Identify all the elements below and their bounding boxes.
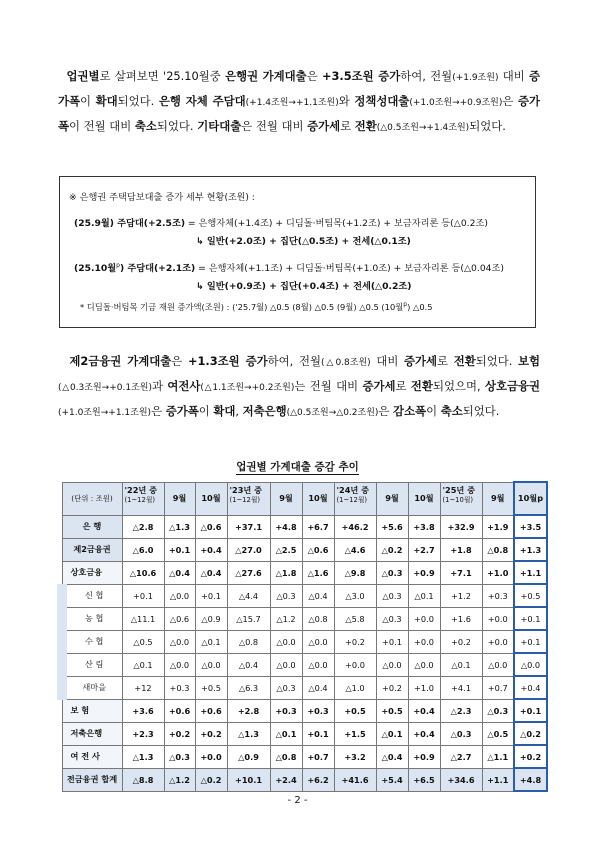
- table-cell: +10.1: [227, 768, 270, 791]
- table-cell: +0.0: [482, 607, 514, 630]
- table-cell: +7.1: [440, 561, 482, 584]
- table-cell: △0.3: [376, 607, 408, 630]
- table-cell: +34.6: [440, 768, 482, 791]
- table-cell: +1.1: [514, 561, 547, 584]
- table-cell: +2.8: [227, 699, 270, 722]
- header-m9b: 9월: [270, 482, 302, 515]
- table-cell: +0.0: [334, 653, 376, 676]
- table-row: [62, 768, 547, 791]
- table-cell: +0.7: [482, 676, 514, 699]
- table-cell: +0.0: [195, 745, 227, 768]
- table-cell: +2.4: [270, 768, 302, 791]
- table-cell: +3.6: [122, 699, 164, 722]
- table-cell: △0.0: [514, 653, 547, 676]
- table-cell: △2.3: [440, 699, 482, 722]
- table-cell: +4.8: [270, 515, 302, 538]
- table-cell: +0.9: [408, 745, 440, 768]
- table-cell: △0.0: [270, 630, 302, 653]
- table-cell: △0.5: [482, 722, 514, 745]
- table-cell: △6.3: [227, 676, 270, 699]
- table-cell: △1.2: [270, 607, 302, 630]
- row-label: 보 험: [62, 699, 122, 722]
- table-cell: +1.1: [482, 768, 514, 791]
- table-cell: +32.9: [440, 515, 482, 538]
- table-cell: +0.6: [195, 699, 227, 722]
- table-row: [62, 653, 547, 676]
- table-cell: △10.6: [122, 561, 164, 584]
- table-cell: +6.5: [408, 768, 440, 791]
- table-cell: △0.8: [302, 607, 334, 630]
- table-header-row: [62, 482, 547, 515]
- table-cell: +0.9: [408, 561, 440, 584]
- header-y22: '22년 중 (1~12월): [122, 482, 164, 515]
- table-cell: +12: [122, 676, 164, 699]
- paragraph-secondary-sector: 제2금융권 가계대출은 +1.3조원 증가하여, 전월(△0.8조원) 대비 증가세로 전환되었다. 보험(△0.3조원→+0.1조원)과 여전사(△1.1조원→+0.2조원)는 전월 대비 증가세로 전환되었으며, 상호금융권(+1.0조원→+1.1조원)은 증가폭이 확대, 저축은행(△0.5조원→△0.2조원)은 감소폭이 축소되었다.: [58, 354, 541, 418]
- table-row: [62, 584, 547, 607]
- table-row: [62, 722, 547, 745]
- table-row: [62, 538, 547, 561]
- table-cell: +0.2: [514, 745, 547, 768]
- box-sep-subrow: ↳ 일반(+2.0조) + 집단(△0.5조) + 전세(△0.1조): [196, 236, 411, 247]
- table-cell: △1.3: [122, 745, 164, 768]
- row-label: 새마을: [62, 676, 122, 699]
- row-label: 상호금융: [62, 561, 122, 584]
- paragraph-banking-sector: 업권별로 살펴보면 '25.10월중 은행권 가계대출은 +3.5조원 증가하여, 전월(+1.9조원) 대비 증가폭이 확대되었다. 은행 자체 주담대(+1.4조원→+1.1조원)와 정책성대출(+1.0조원→+0.9조원)은 증가폭이 전월 대비 축소되었다. 기타대출은 전월 대비 증가세로 전환(△0.5조원→+1.4조원)되었다.: [58, 69, 540, 133]
- row-label: 저축은행: [62, 722, 122, 745]
- table-cell: △0.8: [270, 745, 302, 768]
- table-cell: +0.1: [514, 607, 547, 630]
- header-m9a: 9월: [164, 482, 195, 515]
- header-m10d: 10월p: [514, 482, 547, 515]
- table-cell: +5.4: [376, 768, 408, 791]
- table-cell: +2.3: [122, 722, 164, 745]
- table-cell: +0.5: [334, 699, 376, 722]
- table-row: [62, 676, 547, 699]
- box-oct-subrow: ↳ 일반(+0.9조) + 집단(+0.4조) + 전세(△0.2조): [196, 281, 412, 292]
- table-cell: +3.2: [334, 745, 376, 768]
- table-cell: +6.7: [302, 515, 334, 538]
- table-cell: △0.0: [164, 584, 195, 607]
- table-cell: △2.5: [270, 538, 302, 561]
- table-cell: △1.1: [482, 745, 514, 768]
- table-cell: +0.1: [514, 630, 547, 653]
- table-cell: △1.3: [164, 515, 195, 538]
- table-cell: +1.9: [482, 515, 514, 538]
- table-cell: △0.4: [376, 745, 408, 768]
- table-cell: △1.8: [270, 561, 302, 584]
- table-cell: +0.3: [482, 584, 514, 607]
- table-cell: △0.4: [164, 561, 195, 584]
- table-cell: △0.5: [122, 630, 164, 653]
- table-cell: +4.1: [440, 676, 482, 699]
- table-cell: +0.0: [482, 630, 514, 653]
- table-cell: △4.4: [227, 584, 270, 607]
- box-footnote: * 디딤돌·버팀목 기금 재원 증가액(조원) : ('25.7월) △0.5 (8월) △0.5 (9월) △0.5 (10월$^p$) △0.5: [80, 301, 433, 312]
- table-cell: +0.7: [302, 745, 334, 768]
- table-cell: △0.0: [164, 653, 195, 676]
- table-cell: +1.2: [440, 584, 482, 607]
- table-cell: △6.0: [122, 538, 164, 561]
- table-row: [62, 699, 547, 722]
- table-cell: +0.2: [195, 722, 227, 745]
- table-cell: △2.7: [440, 745, 482, 768]
- table-cell: +0.4: [195, 538, 227, 561]
- table-cell: △0.6: [195, 515, 227, 538]
- table-cell: +6.2: [302, 768, 334, 791]
- table-cell: △0.1: [440, 653, 482, 676]
- table-cell: +4.8: [514, 768, 547, 791]
- header-y23: '23년 중 (1~12월): [227, 482, 270, 515]
- table-row: [62, 515, 547, 538]
- table-cell: △0.9: [195, 607, 227, 630]
- table-cell: △0.0: [302, 630, 334, 653]
- table-cell: +0.3: [302, 699, 334, 722]
- table-cell: △0.4: [302, 676, 334, 699]
- table-cell: △0.3: [270, 584, 302, 607]
- row-label: 수 협: [62, 630, 122, 653]
- table-cell: +0.5: [376, 699, 408, 722]
- table-cell: +0.1: [164, 538, 195, 561]
- table-cell: +0.4: [408, 699, 440, 722]
- table-cell: +41.6: [334, 768, 376, 791]
- unit-label: (단위 : 조원): [62, 482, 122, 515]
- table-cell: △3.0: [334, 584, 376, 607]
- table-cell: △2.8: [122, 515, 164, 538]
- table-cell: +1.0: [408, 676, 440, 699]
- table-cell: +1.6: [440, 607, 482, 630]
- table-cell: +37.1: [227, 515, 270, 538]
- table-cell: △0.3: [270, 676, 302, 699]
- table-cell: +0.0: [408, 607, 440, 630]
- table-cell: +0.1: [122, 584, 164, 607]
- row-label: 신 협: [62, 584, 122, 607]
- table-row: [62, 745, 547, 768]
- table-cell: △0.0: [376, 653, 408, 676]
- table-cell: △0.8: [482, 538, 514, 561]
- header-m10c: 10월: [408, 482, 440, 515]
- table-row: [62, 607, 547, 630]
- header-m9c: 9월: [376, 482, 408, 515]
- row-label: 은 행: [62, 515, 122, 538]
- table-cell: △0.1: [270, 722, 302, 745]
- household-loan-table: [57, 481, 548, 792]
- table-cell: △0.6: [302, 538, 334, 561]
- table-cell: △0.3: [482, 699, 514, 722]
- box-sep-row: (25.9월) 주담대(+2.5조) = 은행자체(+1.4조) + 디딤돌·버팀목(+1.2조) + 보금자리론 등(△0.2조): [74, 218, 488, 229]
- mortgage-detail-box: [59, 176, 536, 328]
- page-number: - 2 -: [287, 795, 308, 806]
- table-cell: △0.4: [302, 584, 334, 607]
- table-row: [62, 561, 547, 584]
- table-cell: +0.1: [514, 699, 547, 722]
- table-cell: △0.0: [270, 653, 302, 676]
- table-cell: +0.4: [408, 722, 440, 745]
- table-cell: △0.2: [514, 722, 547, 745]
- table-cell: △5.8: [334, 607, 376, 630]
- table-cell: △27.0: [227, 538, 270, 561]
- table-cell: △0.3: [376, 561, 408, 584]
- table-cell: △0.6: [164, 607, 195, 630]
- table-cell: +5.6: [376, 515, 408, 538]
- box-oct-row: (25.10월$^p$) 주담대(+2.1조) = 은행자체(+1.1조) + 디딤돌·버팀목(+1.0조) + 보금자리론 등(△0.04조): [74, 261, 504, 274]
- table-cell: +2.7: [408, 538, 440, 561]
- table-cell: +0.2: [376, 676, 408, 699]
- table-cell: +0.5: [514, 584, 547, 607]
- table-cell: △0.0: [195, 653, 227, 676]
- table-cell: +1.3: [514, 538, 547, 561]
- table-cell: +0.1: [376, 630, 408, 653]
- table-cell: △0.0: [302, 653, 334, 676]
- table-cell: △0.3: [376, 584, 408, 607]
- table-cell: △9.8: [334, 561, 376, 584]
- row-label: 제2금융권: [62, 538, 122, 561]
- table-cell: △0.1: [122, 653, 164, 676]
- table-cell: +0.6: [164, 699, 195, 722]
- row-label: 산 림: [62, 653, 122, 676]
- table-cell: +1.5: [334, 722, 376, 745]
- table-cell: △11.1: [122, 607, 164, 630]
- table-cell: +0.2: [334, 630, 376, 653]
- table-cell: +0.5: [195, 676, 227, 699]
- table-cell: △27.6: [227, 561, 270, 584]
- table-cell: △0.0: [482, 653, 514, 676]
- table-cell: +0.2: [164, 722, 195, 745]
- table-cell: +0.1: [302, 722, 334, 745]
- table-cell: +3.5: [514, 515, 547, 538]
- table-cell: +0.3: [270, 699, 302, 722]
- table-cell: △0.8: [227, 630, 270, 653]
- table-cell: △0.1: [195, 630, 227, 653]
- table-cell: △8.8: [122, 768, 164, 791]
- table-cell: +3.8: [408, 515, 440, 538]
- header-y24: '24년 중 (1~12월): [334, 482, 376, 515]
- table-cell: +0.1: [195, 584, 227, 607]
- table-cell: △1.0: [334, 676, 376, 699]
- table-cell: +0.3: [164, 676, 195, 699]
- table-cell: △0.0: [164, 630, 195, 653]
- table-cell: △0.9: [227, 745, 270, 768]
- header-y25: '25년 중 (1~10월): [440, 482, 482, 515]
- table-cell: +0.2: [440, 630, 482, 653]
- table-cell: △0.4: [227, 653, 270, 676]
- row-label: 여 전 사: [62, 745, 122, 768]
- header-m10a: 10월: [195, 482, 227, 515]
- table-cell: △4.6: [334, 538, 376, 561]
- table-cell: +46.2: [334, 515, 376, 538]
- box-title: ※ 은행권 주택담보대출 증가 세부 현황(조원) :: [69, 192, 255, 203]
- table-cell: +1.8: [440, 538, 482, 561]
- table-cell: △0.2: [195, 768, 227, 791]
- header-m10b: 10월: [302, 482, 334, 515]
- table-cell: △1.2: [164, 768, 195, 791]
- header-m9d: 9월: [482, 482, 514, 515]
- table-row: [62, 630, 547, 653]
- table-cell: +0.4: [514, 676, 547, 699]
- table-cell: △0.0: [408, 653, 440, 676]
- table-cell: +1.0: [482, 561, 514, 584]
- table-cell: △1.3: [227, 722, 270, 745]
- table-cell: +0.0: [408, 630, 440, 653]
- table-cell: △15.7: [227, 607, 270, 630]
- row-label: 농 협: [62, 607, 122, 630]
- table-cell: △0.3: [440, 722, 482, 745]
- table-cell: △0.4: [195, 561, 227, 584]
- table-cell: △1.6: [302, 561, 334, 584]
- row-label: 전금융권 합계: [62, 768, 122, 791]
- table-cell: △0.3: [164, 745, 195, 768]
- table-cell: △0.2: [376, 538, 408, 561]
- table-cell: △0.1: [376, 722, 408, 745]
- table-cell: △0.1: [408, 584, 440, 607]
- table-title: 업권별 가계대출 증감 추이: [236, 461, 359, 473]
